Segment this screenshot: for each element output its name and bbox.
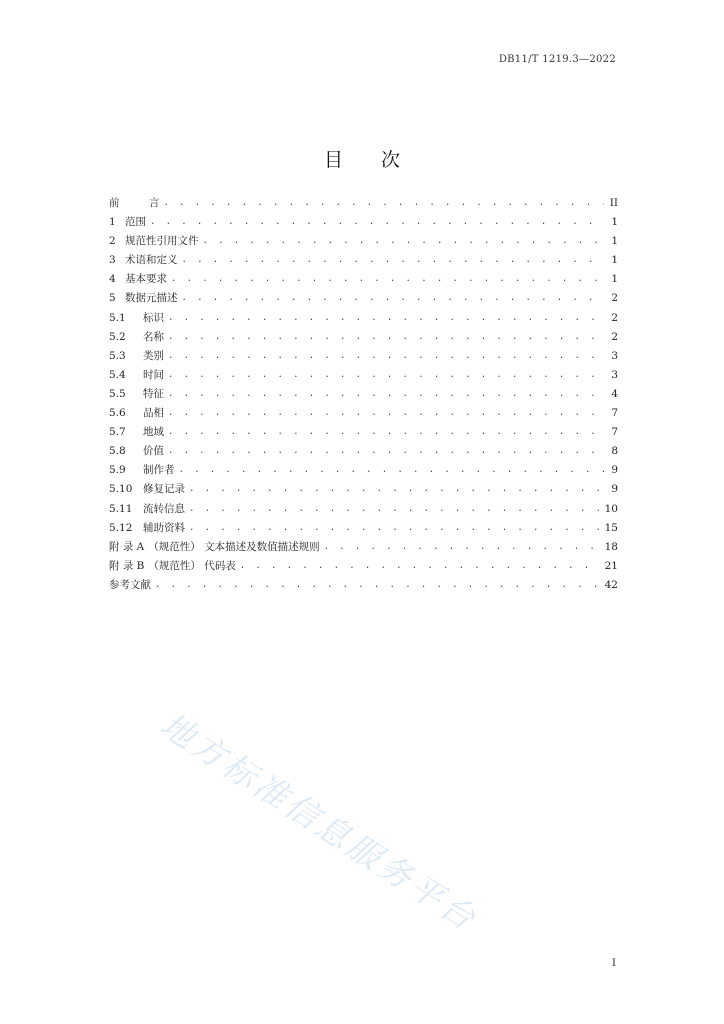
dot-leader (189, 500, 601, 519)
dot-leader (155, 576, 601, 595)
toc-entry-label: 标识 (143, 311, 164, 324)
footer-page-number: I (611, 957, 616, 969)
toc-entry-label: 参考文献 (109, 578, 151, 591)
dot-leader (168, 404, 604, 423)
toc-entry-label: 类别 (143, 349, 164, 362)
toc-entry-page: 8 (611, 445, 618, 458)
dot-leader (324, 538, 601, 557)
toc-entry-label: 品相 (143, 407, 164, 420)
dot-leader (150, 213, 604, 232)
toc-entry-number: 2 (109, 235, 116, 248)
toc-entry[interactable] (109, 366, 618, 385)
toc-entry-number: 1 (109, 216, 116, 229)
toc-entry[interactable] (109, 309, 618, 328)
toc-entry[interactable] (109, 519, 618, 538)
toc-entry[interactable] (109, 232, 618, 251)
toc-entry-page: 3 (611, 349, 618, 362)
dot-leader (189, 480, 604, 499)
toc-entry[interactable] (109, 404, 618, 423)
toc-entry-page: 9 (611, 483, 618, 496)
toc-entry[interactable] (109, 480, 618, 499)
toc-entry-label: 术语和定义 (125, 254, 178, 267)
toc-entry-label: （规范性） 代码表 (148, 559, 236, 572)
toc-entry-label: 特征 (143, 387, 164, 400)
dot-leader (179, 461, 605, 480)
toc-entry-label: 名称 (143, 330, 164, 343)
toc-entry-number: 5.10 (109, 483, 133, 496)
dot-leader (182, 251, 605, 270)
toc-entry-label: 基本要求 (125, 273, 167, 286)
toc-entry-page: 15 (604, 521, 618, 534)
toc-entry-label: 地域 (143, 426, 164, 439)
toc-entry-page: 4 (611, 387, 618, 400)
toc-entry-number: 4 (109, 273, 116, 286)
toc-entry-label: （规范性） 文本描述及数值描述规则 (148, 540, 320, 553)
toc-entry-number: 5.12 (109, 521, 133, 534)
toc-entry-number: 3 (109, 254, 116, 267)
toc-entry-number: 5.11 (109, 502, 133, 515)
toc-entry-number: 5.8 (109, 445, 126, 458)
toc-entry-number: 5.7 (109, 426, 126, 439)
toc-entry-page: 1 (611, 254, 618, 267)
toc-entry-number: 5 (109, 292, 116, 305)
toc-entry-number: 5.2 (109, 330, 126, 343)
toc-entry[interactable] (109, 538, 618, 557)
dot-leader (168, 309, 604, 328)
dot-leader (168, 347, 604, 366)
toc-entry-label: 言 (149, 197, 160, 209)
dot-leader (182, 289, 605, 308)
dot-leader (171, 270, 604, 289)
dot-leader (240, 557, 601, 576)
dot-leader (203, 232, 605, 251)
toc-entry-page: 18 (604, 540, 618, 553)
watermark: 地方标准信息服务平台 (153, 705, 486, 940)
dot-leader (189, 519, 601, 538)
standard-code: DB11/T 1219.3—2022 (498, 54, 616, 65)
toc-entry[interactable] (109, 328, 618, 347)
toc-entry[interactable] (109, 461, 618, 480)
table-of-contents (109, 194, 618, 595)
toc-entry-label: 范围 (125, 216, 146, 229)
toc-entry-page: 7 (611, 426, 618, 439)
toc-entry-number: 附 录 B (109, 559, 145, 572)
dot-leader (168, 442, 604, 461)
toc-entry[interactable] (109, 557, 618, 576)
toc-entry[interactable] (109, 347, 618, 366)
toc-entry-number: 5.6 (109, 407, 126, 420)
page-title: 目次 (323, 149, 438, 171)
toc-entry-page: 21 (604, 559, 618, 572)
toc-entry-label: 时间 (143, 368, 164, 381)
toc-entry-page: 7 (611, 407, 618, 420)
dot-leader (168, 328, 604, 347)
toc-entry-label: 辅助资料 (143, 521, 185, 534)
toc-entry[interactable] (109, 576, 618, 595)
toc-entry-label: 规范性引用文件 (125, 235, 199, 248)
toc-entry-label: 数据元描述 (125, 292, 178, 305)
toc-entry-page: 2 (611, 292, 618, 305)
toc-entry[interactable] (109, 423, 618, 442)
toc-entry-label: 制作者 (143, 464, 175, 477)
toc-entry-number: 5.4 (109, 368, 126, 381)
toc-entry-number: 5.3 (109, 349, 126, 362)
toc-entry-page: 42 (604, 578, 618, 591)
toc-entry-page: 3 (611, 368, 618, 381)
toc-entry-number: 5.1 (109, 311, 126, 324)
toc-entry[interactable] (109, 251, 618, 270)
dot-leader (168, 366, 604, 385)
toc-entry-page: 1 (611, 235, 618, 248)
dot-leader (168, 423, 604, 442)
toc-entry-page: 1 (611, 273, 618, 286)
toc-entry[interactable] (109, 289, 618, 308)
toc-entry[interactable] (109, 442, 618, 461)
toc-entry[interactable] (109, 194, 618, 213)
toc-entry-page: 9 (611, 464, 618, 477)
toc-entry-page: 10 (604, 502, 618, 515)
toc-entry[interactable] (109, 270, 618, 289)
toc-entry-label: 流转信息 (143, 502, 185, 515)
toc-entry[interactable] (109, 213, 618, 232)
dot-leader (164, 194, 605, 213)
toc-entry-page: 1 (611, 216, 618, 229)
toc-entry-label: 修复记录 (143, 483, 185, 496)
toc-entry-page: 2 (611, 330, 618, 343)
toc-entry[interactable] (109, 385, 618, 404)
toc-entry-page: 2 (611, 311, 618, 324)
toc-entry-number: 附 录 A (109, 540, 145, 553)
toc-entry-number: 5.9 (109, 464, 126, 477)
toc-entry-number: 5.5 (109, 387, 126, 400)
toc-entry-label: 价值 (143, 445, 164, 458)
toc-entry-number: 前 (109, 197, 120, 209)
dot-leader (168, 385, 604, 404)
toc-entry-page: II (609, 197, 618, 209)
toc-entry[interactable] (109, 500, 618, 519)
